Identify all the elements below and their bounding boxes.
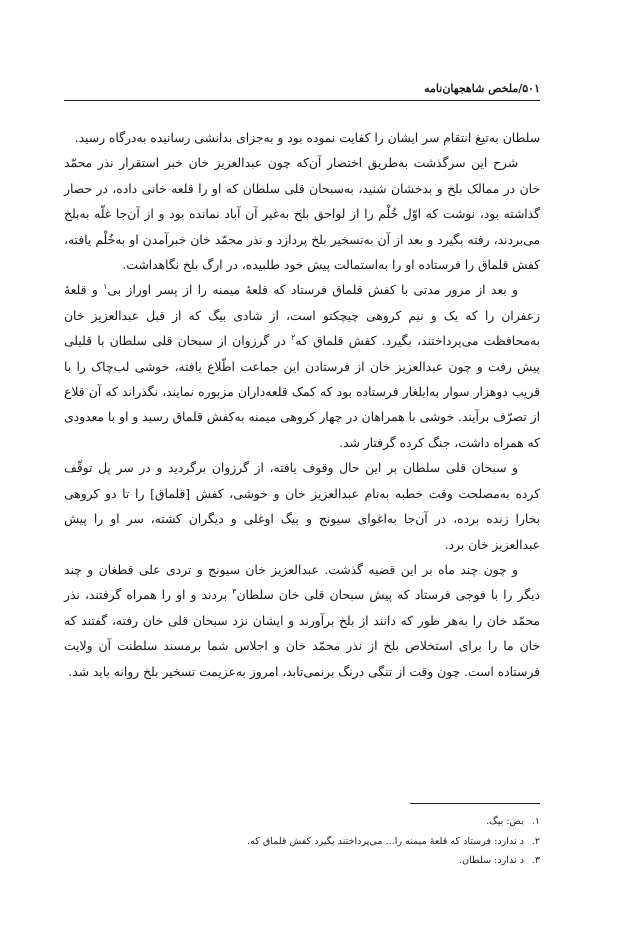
paragraph-text: و بعد از مرور مدتی با کفش قلماق فرستاد که قلعهٔ میمنه را از پسر اوراز بی [107,283,518,298]
footnote-ref: ۳ [232,587,237,597]
paragraph [64,558,540,685]
footnotes [64,812,540,871]
paragraph [64,278,540,456]
footnote [64,832,540,852]
paragraph-text: سلطان به‌تیغ انتقام سر ایشان را کفایت نموده بود و به‌جزای بدانشی رسانیده به‌درگاه رسید. [74,131,540,145]
footnote-number: ۲. [531,835,540,847]
footnote-text: د ندارد: سلطان. [459,855,524,866]
paragraph [64,456,540,558]
paragraph-text: بردند و او را همراه گرفتند، نذر محمّد خان را به‌هر طور که دانند از بلخ برآورند و ایشان نزد سبحان قلی خان رفته، گفتند که خان ما را برای استخلاص بلخ از نذر محمّد خان و اجلاس شما برمسند سلطنت آن ولایت فرستاده است. چون وقت از تنگی درنگ برنمی‌تابد، امروز به‌عزیمت تسخیر بلخ روانه باید شد. [64,588,540,679]
paragraph-text: و سبحان قلی سلطان بر این حال وقوف یافته، از گرزوان برگردید و در سر پل توقّف کرده به‌مصلحت وقت خطبه به‌نام عبدالعزیز خان و خوشی، کفش [قلماق] را تا دو کروهی بخارا زنده برده، در آن‌جا به‌اغوای سیونج و بیگ اوغلی و دیگران کشته، سر او را پیش عبدالعزیز خان برد. [64,461,540,552]
footnote-divider [410,803,540,804]
paragraph [64,151,540,278]
paragraph-text: و قلعهٔ زعفران را که یک و نیم کروهی چیچکتو است، از شادی بیگ که از قبل عبدالعزیز خان به‌محافظت می‌پرداختند، بگیرد. کفش قلماق که [64,283,540,349]
footnote-ref: ۱ [103,282,108,292]
footnote [64,812,540,832]
footnote-text: بض: بیگ. [486,816,524,827]
footnote [64,851,540,871]
running-title: ۵۰۱/ملخص شاهجهان‌نامه [424,82,540,95]
paragraph-text: در گرزوان از سبحان قلی سلطان با قلیلی پیش رفت و چون عبدالعزیز خان از فرستادن این جماعت اطّلاع یافته، خوشی لب‌چاک را با قریب دوهزار سوار به‌ایلغار فرستاده بود که کمک قلعه‌داران مزبوره نمایند، نگذراند که آن قلاع از تصرّف برآیند. خوشی با همراهان در چهار کروهی میمنه به‌کفش قلماق رسید و او با معدودی که همراه داشت، جنگ کرده گرفتار شد. [64,334,540,450]
running-header [64,80,540,101]
footnote-number: ۱. [531,816,540,827]
paragraph-text: شرح این سرگذشت به‌طریق اختصار آن‌که چون عبدالعزیز خان خبر استقرار نذر محمّد خان در ممالک بلخ و بدخشان شنید، به‌سبحان قلی سلطان که او را قلعه خانی داده، در حصار گذاشته بود، نوشت که اوّل خُلْم را از لواحق بلخ به‌غیر آن آباد نمانده بود و از آن‌جا غلّه به‌بلخ می‌بردند، رفته بگیرد و بعد از آن به‌تسخیر بلخ پردازد و نذر محمّد خان خبرآمدن او به‌خُلْم یافته، کفش قلماق را فرستاده او را به‌استمالت پیش خود طلبیده، در ارگ بلخ نگاهداشت. [64,156,540,273]
footnote-text: د ندارد: فرستاد که قلعهٔ میمنه را... می‌پرداختند بگیرد کفش قلماق که. [247,835,524,847]
paragraph [64,126,540,151]
footnote-ref: ۲ [291,333,296,343]
body-text [64,126,540,685]
paragraph-text: و چون چند ماه بر این قضیه گذشت. عبدالعزیز خان سیونج و تردی علی قطغان و چند دیگر را با فوجی فرستاد که پیش سبحان قلی خان سلطان [64,562,540,603]
footnote-number: ۳. [531,855,540,866]
